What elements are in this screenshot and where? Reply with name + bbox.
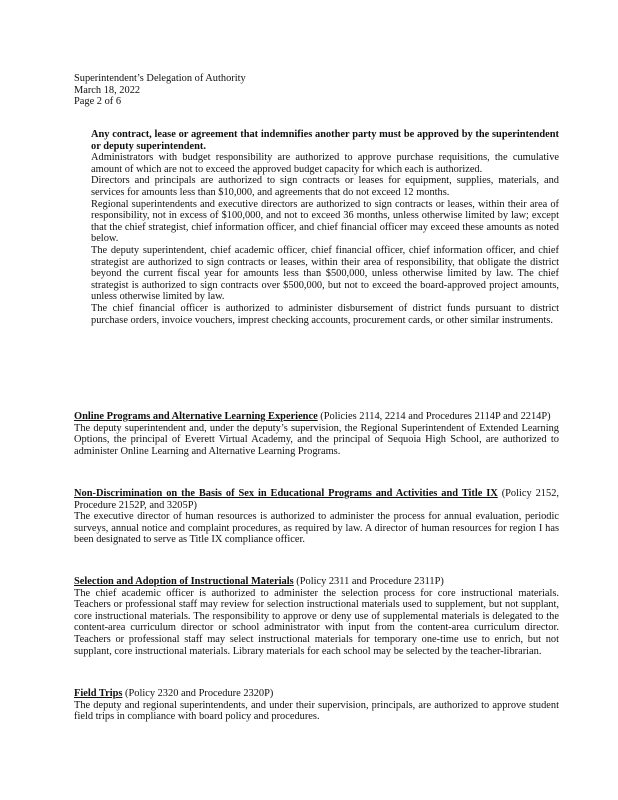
list-item	[74, 199, 559, 245]
bullet-text: Administrators with budget responsibility are authorized to approve purchase requisitions, the cumulative amount of which are not to exceed the approved budget capacity for which each is authorized.	[91, 152, 559, 175]
section-body: The deputy and regional superintendents, and under their supervision, principals, are authorized to approve student field trips in compliance with board policy and procedures.	[74, 699, 559, 723]
bullet-text: Any contract, lease or agreement that indemnifies another party must be approved by the superintendent or deputy superintendent.	[91, 129, 559, 152]
section-heading: Field Trips	[74, 688, 123, 699]
section-reference: (Policy 2320 and Procedure 2320P)	[122, 688, 274, 699]
list-item	[74, 175, 559, 198]
section-body: The executive director of human resources is authorized to administer the process for annual evaluation, periodic surveys, annual notice and complaint procedures, as required by law. A director of human resources for region I has been designated to serve as Title IX compliance officer.	[74, 511, 559, 546]
section-body: The chief academic officer is authorized to administer the selection process for core instructional materials. Teachers or professional staff may review for selection instructional materials used to supplement, but not supplant, core instructional materials. The responsibility to approve or deny use of supplemental materials is delegated to the content-area curriculum director or school administrator with input from the content-area curriculum director. Teachers or professional staff may select instructional materials for temporary one-time use to enrich, but not supplant, core instructional materials. Library materials for each school may be selected by the teacher-librarian.	[74, 587, 559, 657]
section-heading: Non-Discrimination on the Basis of Sex in Educational Programs and Activities and Title IX	[74, 488, 498, 499]
bullet-marker	[74, 199, 91, 245]
section-body: The deputy superintendent and, under the deputy’s supervision, the Regional Superintendent of Extended Learning Options, the principal of Everett Virtual Academy, and the principal of Sequoia High School, are authorized to administer Online Learning and Alternative Learning Programs.	[74, 422, 559, 457]
list-item	[74, 245, 559, 303]
list-item	[74, 152, 559, 175]
section-reference: (Policy 2311 and Procedure 2311P)	[293, 576, 444, 587]
bullet-text: Directors and principals are authorized to sign contracts or leases for equipment, supplies, materials, and services for amounts less than $10,000, and agreements that do not exceed 12 months.	[91, 175, 559, 198]
section-reference: (Policy 2152, Procedure 2152P, and 3205P)	[74, 488, 559, 511]
section-field-trips	[74, 688, 559, 723]
bullet-marker	[74, 245, 91, 303]
bullet-marker	[74, 303, 91, 326]
section-instructional-materials	[74, 576, 559, 657]
list-item	[74, 303, 559, 326]
bullet-text: The chief financial officer is authorized to administer disbursement of district funds pursuant to district purchase orders, invoice vouchers, imprest checking accounts, procurement cards, or other similar instruments.	[91, 302, 559, 326]
section-reference: (Policies 2114, 2214 and Procedures 2114P and 2214P)	[317, 411, 551, 422]
bullet-text: The deputy superintendent, chief academic officer, chief financial officer, chief information officer, and chief strategist are authorized to sign contracts or leases, within their area of responsibility, that obligate the district beyond the current fiscal year for amounts less than $500,000, unless otherwise limited by law. The chief strategist is authorized to sign contracts over $500,000, but not to exceed the board-approved project amounts, unless otherwise limited by law.	[91, 244, 559, 303]
page-number: Page 2 of 6	[74, 96, 122, 108]
section-online-programs	[74, 411, 559, 457]
page-header	[74, 73, 374, 108]
section-heading: Selection and Adoption of Instructional Materials	[74, 576, 294, 587]
section-heading: Online Programs and Alternative Learning Experience	[74, 411, 318, 422]
bullet-marker	[74, 152, 91, 175]
bullet-marker	[74, 175, 91, 198]
list-item	[74, 129, 559, 152]
bullet-marker	[74, 129, 91, 152]
bullet-list	[74, 129, 559, 326]
section-non-discrimination	[74, 488, 559, 546]
bullet-text: Regional superintendents and executive directors are authorized to sign contracts or leases, within their area of responsibility, not in excess of $100,000, and not to exceed 36 months, unless otherwise limited by law; except that the chief strategist, chief information officer, and chief financial officer may exceed these amounts as noted below.	[91, 198, 559, 245]
document-date: March 18, 2022	[74, 84, 141, 96]
document-title: Superintendent’s Delegation of Authority	[74, 73, 246, 84]
